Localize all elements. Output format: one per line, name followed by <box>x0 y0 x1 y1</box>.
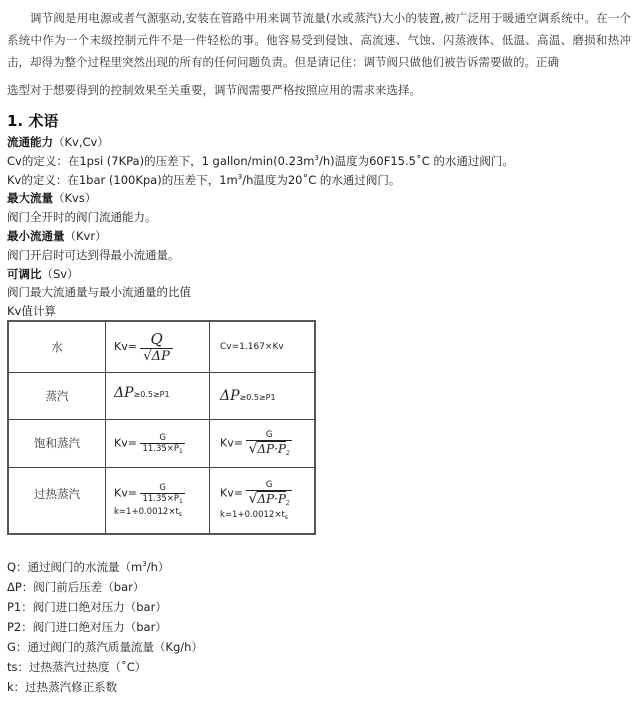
numerator: G <box>140 483 184 494</box>
legend-item-p2: P2：阀门进口绝对压力（bar） <box>7 620 167 634</box>
kv-formula-cell <box>210 467 316 534</box>
kv-prefix: Kv= <box>114 339 137 353</box>
table-row-saturated-steam <box>8 419 315 467</box>
condition-cell <box>106 372 210 419</box>
cv-formula-cell: Cv=1.167×Kv <box>210 321 316 372</box>
term-abbr: （Sv） <box>41 266 79 281</box>
kv-prefix: Kv= <box>220 436 243 449</box>
intro-last-line: 选型对于想要得到的控制效果至关重要，调节阀需要严格按照应用的需求来选择。 <box>7 83 421 97</box>
term-rangeability <box>7 265 514 284</box>
delta-p: ΔP <box>114 384 134 401</box>
delta-p: ΔP <box>220 387 240 404</box>
term-flow-capacity <box>7 133 514 152</box>
legend-sup: 3 <box>142 560 147 568</box>
condition-text: ≥0.5≥P1 <box>239 392 276 402</box>
term-abbr: （Kvr） <box>64 228 107 243</box>
medium-cell: 水 <box>8 321 106 372</box>
fraction <box>140 483 184 504</box>
term-max-flow <box>7 189 514 208</box>
section-heading: 1. 术语 <box>7 112 59 130</box>
kv-def-sup: 3 <box>237 172 243 181</box>
terms-list <box>7 133 514 321</box>
den-text: ΔP·P <box>257 492 287 507</box>
den-text: 11.35×P <box>142 494 180 505</box>
legend-item-k: k：过热蒸汽修正系数 <box>7 680 118 694</box>
k-formula <box>114 507 209 517</box>
k-text: k=1+0.0012×t <box>220 510 285 521</box>
term-max-flow-desc: 阀门全开时的阀门流通能力。 <box>7 210 157 225</box>
den-sub: 1 <box>179 447 183 455</box>
medium-cell: 蒸汽 <box>8 372 106 419</box>
denominator <box>140 494 184 504</box>
fraction <box>140 330 172 364</box>
intro-text: 调节阀是用电源或者气源驱动,安装在管路中用来调节流量(水或蒸汽)大小的装置,被广泛用于暖通空调系统中。在一个系统中作为一个末级控制元件不是一件轻松的事。他容易受到侵蚀、高流速、气蚀、闪蒸液体、低温、高温、磨损和热冲击，却得为整个过程里突然出现的所有的任何问题负责。但是请记住：调节阀只做他们被告诉需要做的。正确 <box>7 11 631 69</box>
legend-text: Q：通过阀门的水流量（m <box>7 560 143 574</box>
denominator: √ΔP <box>143 348 170 364</box>
kv-formula-cell <box>106 321 210 372</box>
den-sub: 1 <box>179 498 183 506</box>
denominator: $√\Delta P\cdot P_2$ <box>248 440 290 457</box>
kv-definition <box>7 171 514 190</box>
legend-text: /h） <box>146 560 170 574</box>
den-sub: 2 <box>286 449 290 457</box>
term-rangeability-desc: 阀门最大流通量与最小流通量的比值 <box>7 285 191 300</box>
den-text: 11.35×P <box>142 443 180 454</box>
term-title: 流通能力 <box>7 135 53 149</box>
legend-item-g: G：通过阀门的蒸汽质量流量（Kg/h） <box>7 640 203 654</box>
legend-item-p1: P1：阀门进口绝对压力（bar） <box>7 600 167 614</box>
k-formula <box>220 510 314 520</box>
cv-definition <box>7 152 514 171</box>
kv-formula-cell <box>106 467 210 534</box>
kv-prefix: Kv= <box>114 436 137 449</box>
medium-cell: 过热蒸汽 <box>8 467 106 534</box>
k-text: k=1+0.0012×t <box>114 507 179 518</box>
fraction <box>246 430 291 457</box>
table-row-water <box>8 321 315 372</box>
kv-prefix: Kv= <box>220 486 243 500</box>
kv-prefix: Kv= <box>114 486 137 500</box>
denominator: $√\Delta P\cdot P_2$ <box>248 491 290 508</box>
legend-item-delta-p: ΔP：阀门前后压差（bar） <box>7 580 145 594</box>
term-title: 最大流量 <box>7 191 53 206</box>
k-sub: s <box>284 514 288 522</box>
term-min-flow <box>7 227 514 246</box>
condition-text: ≥0.5≥P1 <box>133 389 170 399</box>
kv-calculation-table <box>7 320 316 535</box>
numerator: Q <box>140 330 172 349</box>
legend-item-q <box>7 557 203 577</box>
den-sub: 2 <box>286 500 290 508</box>
intro-paragraph <box>7 7 631 101</box>
denominator <box>140 444 184 454</box>
term-abbr: （Kvs） <box>53 191 97 206</box>
legend-item-ts: ts：过热蒸汽过热度（˚C） <box>7 660 147 674</box>
den-text: ΔP·P <box>257 441 287 456</box>
numerator: G <box>246 480 291 491</box>
kv-formula-cell <box>106 419 210 467</box>
k-sub: s <box>178 511 182 519</box>
cv-def-prefix: Cv的定义：在1psi (7KPa)的压差下，1 gallon/min(0.23m <box>7 153 315 168</box>
numerator: G <box>140 433 184 444</box>
table-row-steam <box>8 372 315 419</box>
term-title: 可调比 <box>7 266 42 281</box>
kv-formula-cell <box>210 419 316 467</box>
term-title: 最小流通量 <box>7 228 65 243</box>
kv-def-suffix: /h温度为20˚C 的水通过阀门。 <box>242 172 401 187</box>
kv-calc-heading: Kv值计算 <box>7 304 56 319</box>
table-row-superheated-steam <box>8 467 315 534</box>
cv-def-sup: 3 <box>314 153 319 162</box>
term-min-flow-desc: 阀门开启时可达到得最小流通量。 <box>7 247 180 262</box>
symbol-legend <box>7 557 203 697</box>
numerator: G <box>246 430 291 441</box>
medium-cell: 饱和蒸汽 <box>8 419 106 467</box>
fraction <box>246 480 291 507</box>
term-abbr: （Kv,Cv） <box>53 135 109 149</box>
fraction <box>140 433 184 454</box>
condition-cell <box>210 372 316 419</box>
cv-def-suffix: /h)温度为60F15.5˚C 的水通过阀门。 <box>318 153 514 168</box>
kv-def-prefix: Kv的定义：在1bar (100Kpa)的压差下，1m <box>7 172 238 187</box>
